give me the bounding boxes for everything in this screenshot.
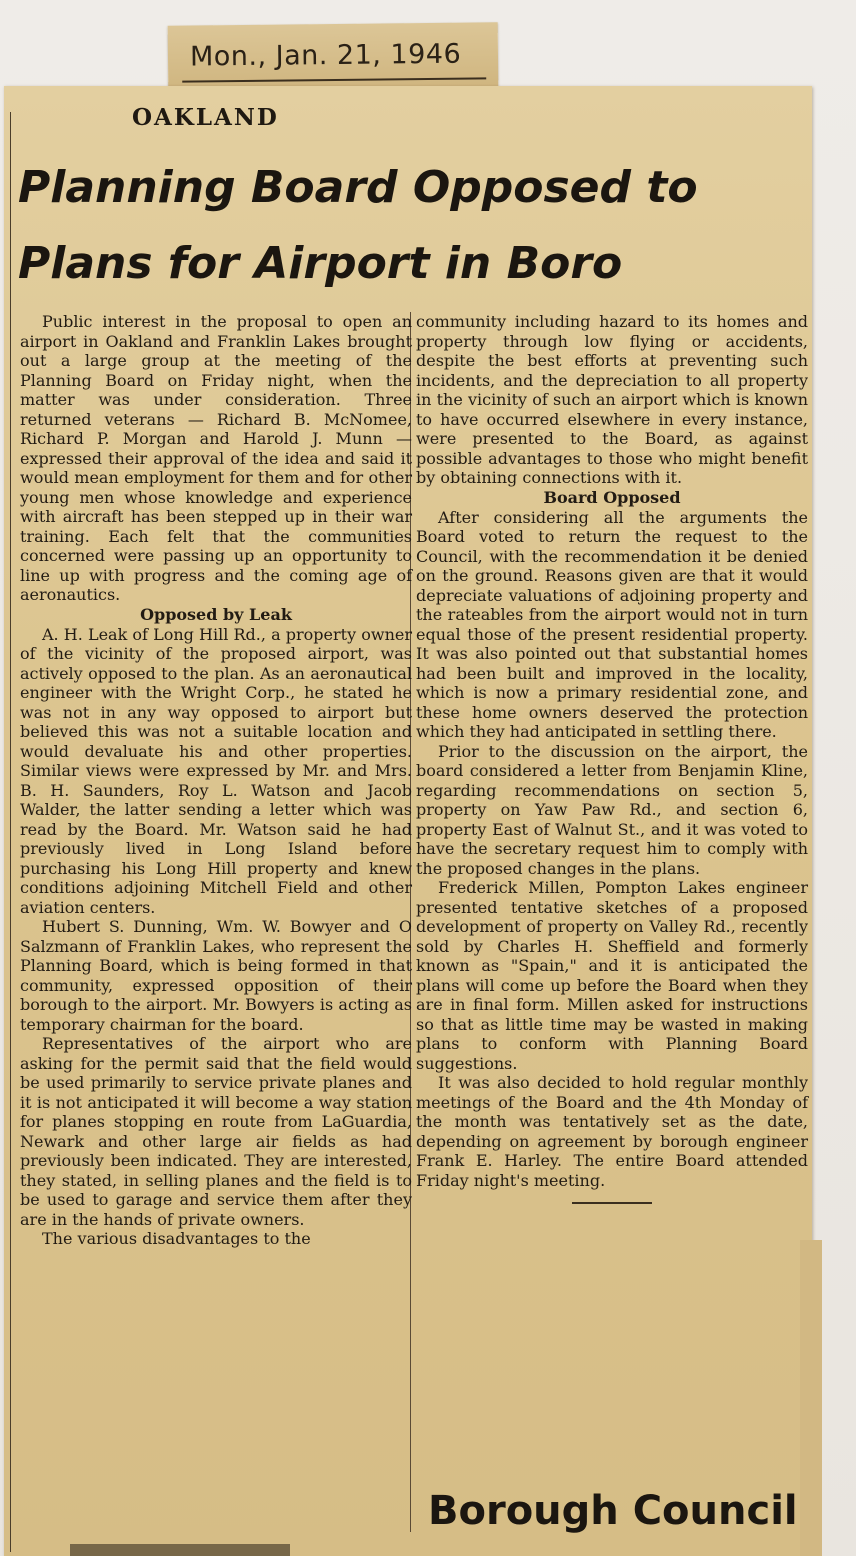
headline-line-2: Plans for Airport in Boro — [18, 238, 623, 289]
date-strip — [168, 22, 499, 91]
date-text: Mon., Jan. 21, 1946 — [189, 38, 462, 73]
clipping-lower-extension — [800, 1240, 822, 1556]
kicker-oakland: OAKLAND — [132, 104, 279, 131]
left-column-rule — [10, 112, 11, 1552]
subhead-opposed-by-leak: Opposed by Leak — [140, 604, 292, 624]
article-column-2 — [416, 312, 808, 1204]
article-end-rule — [572, 1202, 652, 1204]
paragraph: Representatives of the airport who are asking for the permit said that the field would be used primarily to service private planes and it is not anticipated it will become a way station for planes stopping en route from LaGuardia, Newark and other large air fields as had previously been indicated. They are interested, they stated, in selling planes and the field is to be used to garage and service them after they are in the hands of private owners. — [20, 1034, 412, 1229]
article-column-1 — [20, 312, 412, 1249]
paragraph: After considering all the arguments the Board voted to return the request to the Council, with the recommendation it be denied on the ground. Reasons given are that it would depreciate valuations of adjoining property and the rateables from the airport would not in turn equal those of the present residential property. It was also pointed out that substantial homes had been built and improved in the locality, which is now a primary residential zone, and these home owners deserved the protection which they had anticipated in settling there. — [416, 507, 808, 741]
cut-off-headline-fragment — [70, 1544, 290, 1556]
subhead-board-opposed: Board Opposed — [543, 487, 681, 507]
paragraph: A. H. Leak of Long Hill Rd., a property owner of the vicinity of the proposed airport, was actively opposed to the plan. As an aeronautical engineer with the Wright Corp., he stated he was not in any way opposed to airport but believed this was not a suitable location and would devaluate his and other properties. Similar views were expressed by Mr. and Mrs. B. H. Saunders, Roy L. Watson and Jacob Walder, the latter sending a letter which was read by the Board. Mr. Watson said he had previously lived in Long Island before purchasing his Long Hill property and knew conditions adjoining Mitchell Field and other aviation centers. — [20, 624, 412, 917]
date-underline — [182, 77, 486, 82]
headline-line-1: Planning Board Opposed to — [18, 162, 698, 213]
paragraph: Public interest in the proposal to open an airport in Oakland and Franklin Lakes brought out a large group at the meeting of the Planning Board on Friday night, when the matter was under consideration. Three returned veterans — Richard B. McNomee, Richard P. Morgan and Harold J. Munn — expressed their approval of the idea and said it would mean employment for them and for other young men whose knowledge and experience with aircraft has been stepped up in their war training. Each felt that the communities concerned were passing up an opportunity to line up with progress and the coming age of aeronautics. — [20, 312, 412, 604]
next-article-headline: Borough Council — [428, 1488, 798, 1534]
paragraph: Hubert S. Dunning, Wm. W. Bowyer and O Salzmann of Franklin Lakes, who represent the Planning Board, which is being formed in that community, expressed opposition of their borough to the airport. Mr. Bowyers is acting as temporary chairman for the board. — [20, 917, 412, 1034]
paragraph: Frederick Millen, Pompton Lakes engineer presented tentative sketches of a proposed development of property on Valley Rd., recently sold by Charles H. Sheffield and formerly known as "Spain," and it is anticipated the plans will come up before the Board when they are in final form. Millen asked for instructions so that as little time may be wasted in making plans to conform with Planning Board suggestions. — [416, 878, 808, 1073]
paragraph: Prior to the discussion on the airport, the board considered a letter from Benjamin Kline, regarding recommendations on section 5, property on Yaw Paw Rd., and section 6, property East of Walnut St., and it was voted to have the secretary request him to comply with the proposed changes in the plans. — [416, 741, 808, 878]
headline — [18, 150, 798, 302]
paragraph: community including hazard to its homes and property through low flying or accidents, despite the best efforts at preventing such incidents, and the depreciation to all property in the vicinity of such an airport which is known to have occurred elsewhere in every instance, were presented to the Board, as against possible advantages to those who might benefit by obtaining connections with it. — [416, 312, 808, 487]
paragraph: It was also decided to hold regular monthly meetings of the Board and the 4th Monday of the month was tentatively set as the date, depending on agreement by borough engineer Frank E. Harley. The entire Board attended Friday night's meeting. — [416, 1073, 808, 1190]
paragraph: The various disadvantages to the — [42, 1229, 311, 1248]
